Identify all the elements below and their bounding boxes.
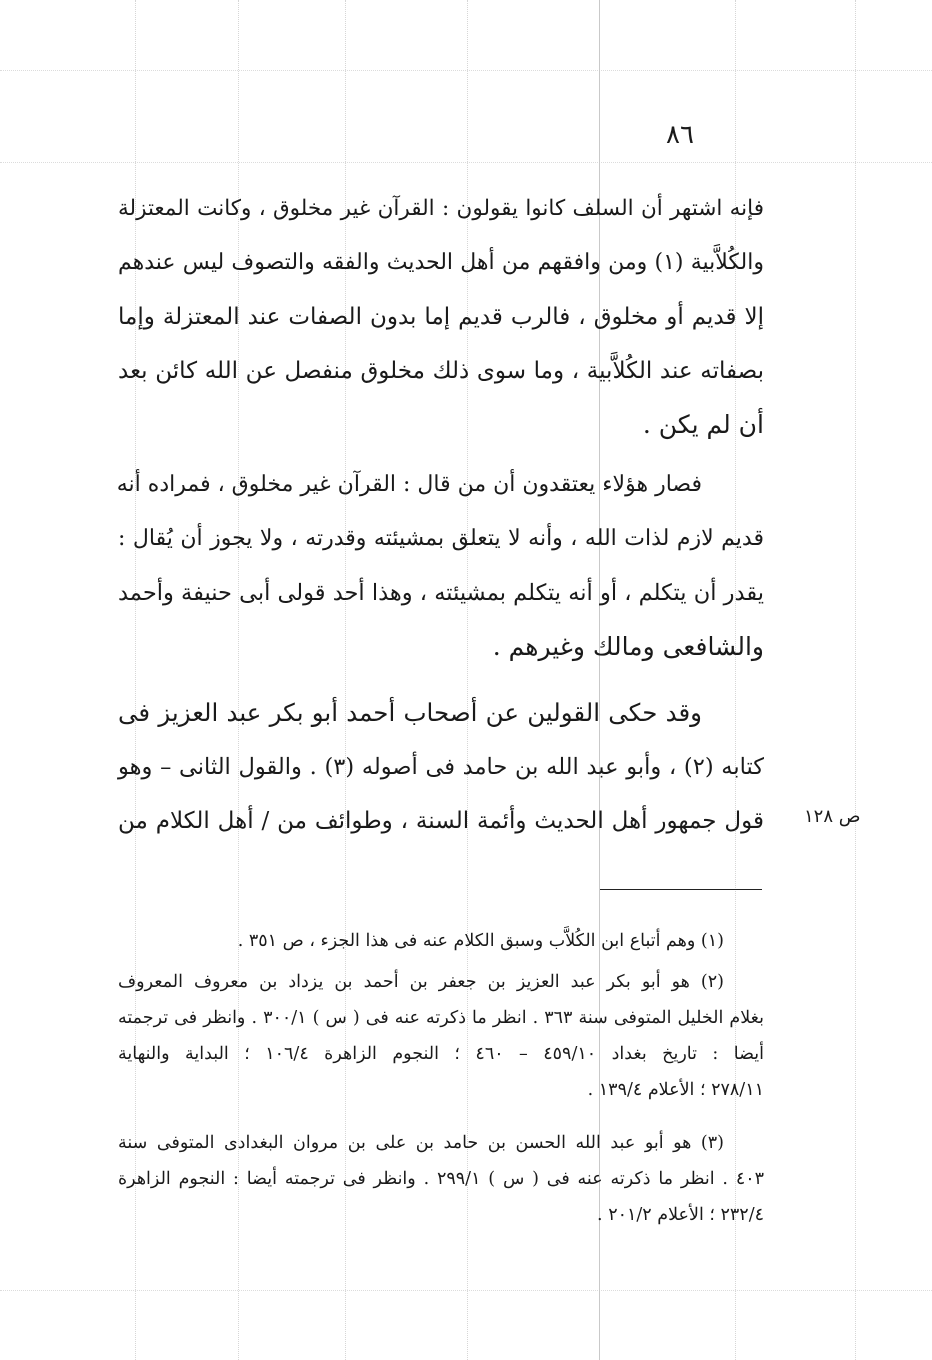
footnote-line: (٢) هو أبو بكر عبد العزيز بن جعفر بن أحمد بن يزداد بن معروف المعروف	[118, 972, 724, 992]
footnote-line: ٢٧٨/١١ ؛ الأعلام ١٣٩/٤ .	[587, 1080, 764, 1100]
footnote-line: ٢٣٢/٤ ؛ الأعلام ٢٠١/٢ .	[597, 1205, 764, 1225]
footnote-line: (١) وهم أتباع ابن الكُلاَّب وسبق الكلام عنه فى هذا الجزء ، ص ٣٥١ .	[237, 931, 724, 951]
footnote-line: (٣) هو أبو عبد الله الحسن بن حامد بن على بن مروان البغدادى المتوفى سنة	[118, 1133, 724, 1153]
margin-page-reference: ص ١٢٨	[804, 806, 861, 827]
text-line: إلا قديم أو مخلوق ، فالرب قديم إما بدون الصفات عند المعتزلة وإما	[118, 304, 764, 330]
footnote-separator	[600, 889, 762, 890]
guide-line	[855, 0, 856, 1360]
text-line: كتابه (٢) ، وأبو عبد الله بن حامد فى أصوله (٣) . والقول الثانى – وهو	[118, 754, 764, 780]
text-line: والشافعى ومالك وغيرهم .	[492, 632, 764, 661]
guide-line	[0, 1290, 932, 1291]
footnote-line: أيضا : تاريخ بغداد ٤٥٩/١٠ – ٤٦٠ ؛ النجوم الزاهرة ١٠٦/٤ ؛ البداية والنهاية	[118, 1044, 764, 1064]
text-line: قديم لازم لذات الله ، وأنه لا يتعلق بمشيئته وقدرته ، ولا يجوز أن يُقال :	[118, 526, 764, 551]
footnote-line: ٤٠٣ . انظر ما ذكرته عنه فى ( س ) ٢٩٩/١ . وانظر فى ترجمته أيضا : النجوم الزاهرة	[118, 1169, 765, 1189]
text-line: أن لم يكن .	[642, 410, 764, 439]
text-line: فصار هؤلاء يعتقدون أن من قال : القرآن غير مخلوق ، فمراده أنه	[116, 472, 702, 497]
footnote-line: بغلام الخليل المتوفى سنة ٣٦٣ . انظر ما ذكرته عنه فى ( س ) ٣٠٠/١ . وانظر فى ترجمته	[118, 1008, 764, 1028]
text-line: والكُلاَّبية (١) ومن وافقهم من أهل الحديث والفقه والتصوف ليس عندهم	[118, 250, 764, 275]
text-line: فإنه اشتهر أن السلف كانوا يقولون : القرآن غير مخلوق ، وكانت المعتزلة	[118, 196, 764, 221]
text-line: وقد حكى القولين عن أصحاب أحمد أبو بكر عبد العزيز فى	[118, 698, 702, 727]
guide-line	[0, 70, 932, 71]
text-line: بصفاته عند الكُلاَّبية ، وما سوى ذلك مخلوق منفصل عن الله كائن بعد	[118, 358, 764, 384]
text-line: يقدر أن يتكلم ، أو أنه يتكلم بمشيئته ، وهذا أحد قولى أبى حنيفة وأحمد	[118, 580, 764, 606]
text-line: قول جمهور أهل الحديث وأئمة السنة ، وطوائف من / أهل الكلام من	[118, 808, 764, 834]
guide-line	[0, 162, 932, 163]
page-number: ٨٦	[666, 120, 694, 150]
